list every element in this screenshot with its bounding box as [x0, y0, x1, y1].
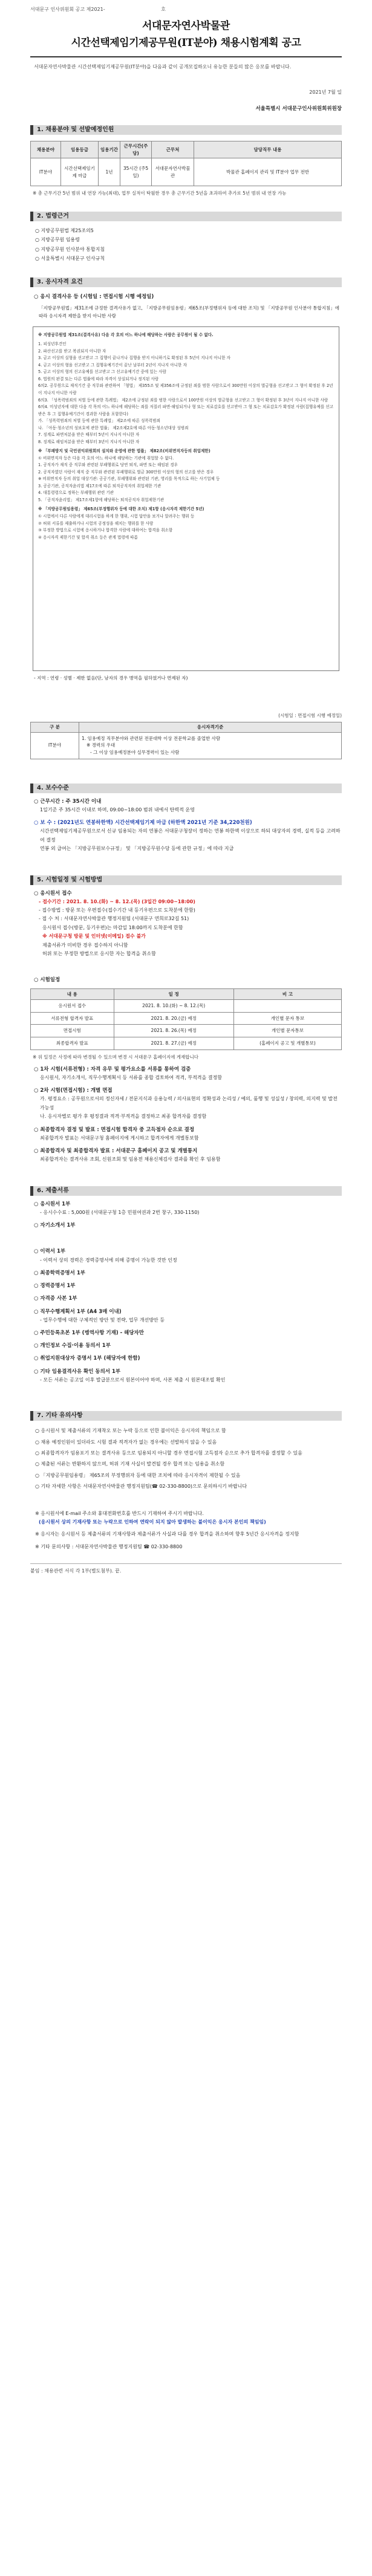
table-row [31, 732, 342, 759]
col-criteria: 응시자격기준 [79, 722, 342, 733]
contact-warning: (응시원서 상의 기재사항 또는 누락으로 인하여 연락이 되지 않아 발생하는 불이익은 응시자 본인의 책임임) [39, 1519, 266, 1525]
qualification-heading: ○ 응시 결격사유 등 (시험일 : 면접시험 시행 예정일) [34, 294, 154, 300]
table-row [31, 158, 342, 186]
cell-period: 1년 [99, 158, 120, 186]
notice-number-line [30, 6, 342, 15]
list-item: ○ 지방공무원 임용령 [35, 237, 80, 243]
qualification-extra: - 지역 : 연령 · 성별 · 제한 없음(단, 남자의 경우 병역을 필하였거나 면제된 자) [34, 675, 188, 681]
box-subtitle: ※ 「부패방지 및 국민권익위원회의 설치와 운영에 관한 법률」 제82조(비위면직자등의 취업제한) [38, 449, 210, 454]
cell-criteria [79, 732, 342, 759]
stage2-item: 가. 평정요소 : 공무원으로서의 정신자세 / 전문지식과 응용능력 / 의사표현의 정확성과 논리성 / 예의, 품행 및 성실성 / 창의력, 의지력 및 발전가능성 [40, 1096, 338, 1111]
stage2-item: 나. 응시자별로 평가 후 평정결과 적격·부적격을 결정하고 최종 합격자를 결정함 [40, 1114, 207, 1120]
qualification-text: 「지방공무원법」제31조에 규정한 결격사유가 없고, 「지방공무원임용령」제65조(부정행위자 등에 대한 조치) 및 「지방공무원 인사분야 통합지침」에 따라 응시자격 제한을 받지 아니한 사람 [39, 305, 340, 319]
announce-heading: ○ 최종합격자 및 최종합격자 발표 : 서대문구 홈페이지 공고 및 개별통지 [34, 1148, 198, 1155]
doc-veteran: ○ 취업지원대상자 증명서 1부 (해당자에 한함) [34, 1355, 140, 1362]
doc-consent-detail: - 모든 서류는 공고일 이후 발급분으로서 원본이어야 하며, 사본 제출 시 원본대조필 확인 [40, 1377, 226, 1383]
misc-item: ○ 「지방공무원임용령」 제65조의 부정행위자 등에 대한 조치에 따라 응시자격이 제한될 수 있음 [35, 1472, 241, 1478]
doc-resume-detail: - 이력서 상의 경력은 경력증명서에 의해 증명이 가능한 것만 인정 [40, 1257, 177, 1263]
salary: ○ 보 수 : (2021년도 연봉하한액) 시간선택제임기제 마급 (하한액 2021년 기준 34,220천원) [34, 820, 252, 826]
application-note: 응시원서 접수(방문, 등기우편)는 마감일 18:00까지 도착분에 한함 [42, 924, 183, 930]
cell-field: IT분야 [31, 158, 61, 186]
misc-item: ○ 최종합격자가 임용포기 또는 결격사유 등으로 임용되지 아니할 경우 면접시험 고득점자 순으로 추가 합격자를 결정할 수 있음 [35, 1450, 302, 1456]
box-line: ① 비위면직자 등은 다음 각 호의 어느 하나에 해당하는 기관에 취업할 수 없다. [38, 455, 174, 461]
cell-duties: 박물관 홈페이지 관리 및 IT분야 업무 전반 [194, 158, 342, 186]
box-line: 6의4. 미성년자에 대한 다음 각 목의 어느 하나에 해당하는 죄를 저질러 파면·해임되거나 형 또는 치료감호를 선고받아 그 형 또는 치료감호가 확정된 사람(집행유예를 선고받은 후 그 집행유예기간이 경과한 사람을 포함한다) [38, 404, 334, 417]
doc-resident: ○ 주민등록초본 1부 (병역사항 기재) - 해당자만 [34, 1330, 144, 1337]
inquiry-note: ※ 기타 문의사항 : 서대문자연사박물관 행정지원팀 ☎ 02-330-8800 [35, 1543, 183, 1549]
doc-consent: ○ 기타 임용결격사유 확인 동의서 1부 [34, 1368, 121, 1375]
intro-text: 서대문자연사박물관 시간선택제임기제공무원(IT분야)을 다음과 같이 공개모집하오니 유능한 분들의 많은 응모를 바랍니다. [34, 63, 292, 70]
work-hours: ○ 근무시간 : 주 35시간 이내 [34, 798, 102, 805]
misc-item: ○ 기타 자세한 사항은 서대문자연사박물관 행정지원팀(☎ 02-330-8800)으로 문의하시기 바랍니다 [35, 1484, 247, 1490]
cell-place: 서대문자연사박물관 [152, 158, 194, 186]
table-row: 최종합격자 발표 2021. 8. 27.(금) 예정 (홈페이지 공고 및 개별통보) [31, 1037, 342, 1050]
doc-fee: - 응시수수료 : 5,000원 (서대문구청 1층 민원여권과 2번 창구, 330-1150) [40, 1209, 200, 1215]
list-item: ○ 지방공무원 인사분야 통합지침 [35, 246, 105, 252]
box-line: 6. 법원의 판결 또는 다른 법률에 따라 자격이 상실되거나 정지된 사람 [38, 376, 159, 381]
col-place: 근무처 [152, 141, 194, 158]
table-row: 서류전형 합격자 발표 2021. 8. 20.(금) 예정 개인별 문자 통보 [31, 1012, 342, 1025]
doc-intro: ○ 자기소개서 1부 [34, 1222, 76, 1229]
col-field: 채용분야 [31, 141, 61, 158]
section-6-heading: 6. 제출서류 [30, 1186, 342, 1196]
doc-license: ○ 자격증 사본 1부 [34, 1296, 77, 1302]
box-subtitle: ※ 「지방공무원임용령」 제65조(부정행위자 등에 대한 조치) 제1항 (응시자격 제한기간 5년) [38, 507, 204, 512]
false-info-note: ※ 응시자는 응시원서 등 제출서류의 기재사항과 제출서류가 사실과 다를 경우 합격을 취소하며 향후 5년간 응시자격을 정지함 [35, 1531, 299, 1537]
box-line: ※ 비위면직자 등의 취업 대상기관: 공공기관, 부패행위와 관련된 기관, 영리를 목적으로 하는 사기업체 등 [38, 476, 220, 482]
box-line: ④ 응시자격 제한기간 및 합격 취소 등은 관계 법령에 따름 [38, 534, 138, 540]
section-4-heading: 4. 보수수준 [30, 784, 342, 793]
table-row: 면접시험 2021. 8. 26.(목) 예정 개인별 문자통보 [31, 1025, 342, 1037]
section-1-heading: 1. 채용분야 및 선발예정인원 [30, 125, 342, 135]
box-line: ③ 부정한 방법으로 시험에 응시하거나 합격한 사람에 대하여는 합격을 취소함 [38, 528, 173, 533]
misc-item: ○ 채용 예정인원이 있더라도 시험 결과 적격자가 없는 경우에는 선발하지 않을 수 있음 [35, 1439, 217, 1445]
box-line: 2. 공직자였던 사람이 재직 중 직무와 관련된 부패행위로 벌금 300만원 이상의 형의 선고를 받은 경우 [38, 469, 214, 475]
application-method: - 접수방법 : 방문 또는 우편접수(접수기간 내 등기우편으로 도착분에 한함) [39, 907, 195, 913]
misc-item: ○ 응시원서 및 제출서류의 기재착오 또는 누락 등으로 인한 불이익은 응시자의 책임으로 함 [35, 1428, 226, 1434]
box-line: 6의3. 「성폭력범죄의 처벌 등에 관한 특례법」 제2조에 규정된 죄를 범한 사람으로서 100만원 이상의 벌금형을 선고받고 그 형이 확정된 후 3년이 지나지 아니한 사람 [38, 397, 328, 403]
doc-resume: ○ 이력서 1부 [34, 1248, 66, 1255]
schedule-heading: ○ 시험일정 [34, 977, 60, 984]
box-line: 1. 공직자가 재직 중 직무와 관련된 부패행위로 당연 퇴직, 파면 또는 해임된 경우 [38, 462, 178, 468]
section-7-heading: 7. 기타 유의사항 [30, 1411, 342, 1421]
qualification-table [30, 722, 342, 759]
list-item: ○ 지방공무원법 제25조의5 [35, 228, 94, 234]
stage1-heading: ○ 1차 시험(서류전형) : 자격 유무 및 평가요소를 서류를 통하여 검증 [34, 1066, 191, 1072]
box-line: 3. 금고 이상의 실형을 선고받고 그 집행이 끝나거나 집행을 받지 아니하기로 확정된 후 5년이 지나지 아니한 자 [38, 355, 230, 361]
application-note: 허위 또는 부정한 방법으로 응시한 자는 합격을 취소함 [42, 951, 156, 957]
notice-number-suffix: 호 [161, 7, 166, 12]
box-line: 6의2. 공무원으로 재직기간 중 직무와 관련하여 「형법」 제355조 및 제356조에 규정된 죄를 범한 사람으로서 300만원 이상의 벌금형을 선고받고 그 형이 확정된 후 2년이 지나지 아니한 사람 [38, 383, 333, 395]
schedule-table [30, 988, 342, 1050]
disqualification-box [33, 326, 339, 671]
col-period: 임용기간 [99, 141, 120, 158]
notice-number: 서대문구 인사위원회 공고 제2021- [30, 7, 105, 12]
contact-note: ※ 응시원서에 E-mail 주소와 휴대전화번호를 반드시 기재하여 주시기 바랍니다. [35, 1510, 204, 1516]
criteria-line: ※ 경력의 우대 [86, 742, 116, 748]
salary-detail-2: 연봉 외 급여는 「지방공무원보수규정」 및 「지방공무원수당 등에 관한 규정」에 따라 지급 [40, 846, 234, 852]
box-line: 8. 징계로 해임처분을 받은 때부터 3년이 지나지 아니한 자 [38, 439, 140, 444]
stage1-detail: 응시원서, 자기소개서, 직무수행계획서 등 서류를 종합 검토하여 적격, 부적격을 결정함 [40, 1074, 222, 1080]
col-hours: 근무시간(주당) [120, 141, 152, 158]
cell-grade: 시간선택제임기제 마급 [61, 158, 99, 186]
box-line: 3. 공공기관, 공직자윤리법 제17조에 따른 퇴직공직자의 취업제한 기관 [38, 483, 162, 488]
doc-education: ○ 최종학력증명서 1부 [34, 1270, 85, 1277]
col-duties: 담당직무 내용 [194, 141, 342, 158]
col-remark: 비 고 [233, 988, 341, 1000]
box-line: 4. 금고 이상의 형을 선고받고 그 집행유예기간이 끝난 날부터 2년이 지나지 아니한 자 [38, 362, 187, 368]
misc-item: ○ 제출된 서류는 반환하지 않으며, 허위 기재 사실이 발견될 경우 합격 또는 임용을 취소함 [35, 1461, 225, 1467]
col-category: 구 분 [31, 722, 79, 733]
box-title: ※ 지방공무원법 제31조(결격사유) 다음 각 호의 어느 하나에 해당하는 사람은 공무원이 될 수 없다. [38, 332, 214, 337]
schedule-note: ※ 위 일정은 사정에 따라 변경될 수 있으며 변경 시 서대문구 홈페이지에 게재합니다 [33, 1054, 198, 1060]
notice-signer: 서울특별시 서대문구인사위원회위원장 [255, 105, 342, 112]
col-content: 내 용 [31, 988, 114, 1000]
section-3-heading: 3. 응시자격 요건 [30, 277, 342, 287]
criteria-line: - 그 이상 임용예정분야 실무경력이 있는 사람 [90, 749, 180, 755]
box-line: ② 허위 서류를 제출하거나 시험의 공정성을 해치는 행위를 한 사람 [38, 521, 154, 526]
title-line-1: 서대문자연사박물관 [142, 20, 230, 32]
box-line: 4. 대통령령으로 정하는 부패행위 관련 기관 [38, 490, 114, 496]
doc-plan-detail: - 업무수행에 대한 구체적인 방안 및 전략, 업무 개선방안 등 [40, 1317, 165, 1323]
box-line: 나. 「아동·청소년의 성보호에 관한 법률」 제2조제2호에 따른 아동·청소년대상 성범죄 [38, 425, 189, 430]
box-line: 5. 「공직자윤리법」 제17조제1항에 해당하는 퇴직공직자 취업제한기관 [38, 497, 165, 502]
application-note: ※ 서대문구청 방문 및 인터넷(이메일) 접수 불가 [42, 933, 146, 939]
table-row: 응시원서 접수 2021. 8. 10.(화) ~ 8. 12.(목) [31, 1000, 342, 1013]
attachment-footer: 붙임 : 채용관련 서식 각 1부(별도첨부). 끝. [30, 1563, 342, 1575]
doc-career: ○ 경력증명서 1부 [34, 1283, 76, 1290]
announce-detail: 최종합격자는 결격사유 조회, 신원조회 및 임용전 채용신체검사 결과를 확인 후 임용함 [40, 1157, 221, 1163]
criteria-line: 1. 임용예정 직무분야와 관련된 전문대학 이상 전문학교를 졸업한 사람 [82, 735, 221, 741]
box-line: 가. 「성폭력범죄의 처벌 등에 관한 특례법」 제2조에 따른 성폭력범죄 [38, 418, 160, 424]
law-list [30, 226, 342, 263]
application-note: 제출서류가 미비한 경우 접수하지 아니함 [42, 942, 128, 948]
recruit-table [30, 141, 342, 186]
box-line: 2. 파산선고를 받고 복권되지 아니한 자 [38, 348, 106, 354]
col-grade: 임용등급 [61, 141, 99, 158]
list-item: ○ 서울특별시 서대문구 인사규칙 [35, 255, 105, 261]
box-line: 5. 금고 이상의 형의 선고유예를 선고받고 그 선고유예기간 중에 있는 사람 [38, 369, 166, 375]
section-2-heading: 2. 법령근거 [30, 212, 342, 221]
table-note: ※ 총 근무기간 5년 범위 내 연장 가능(최대), 업무 실적이 탁월한 경우 총 근무기간 5년을 초과하여 추가로 5년 범위 내 연장 가능 [33, 190, 287, 196]
stage2-heading: ○ 2차 시험(면접시험) : 개별 면접 [34, 1088, 113, 1094]
box-line: 7. 징계로 파면처분을 받은 때부터 5년이 지나지 아니한 자 [38, 432, 140, 438]
box-line: ① 시험에서 다른 사람에게 대리시험을 하게 한 행위, 시험 답안을 보거나 알려주는 행위 등 [38, 514, 195, 519]
title-line-2: 시간선택제임기제공무원(IT분야) 채용시험계획 공고 [71, 37, 301, 50]
box-line: 1. 피성년후견인 [38, 342, 67, 347]
page-title [30, 18, 342, 51]
application-heading: ○ 응시원서 접수 [34, 890, 72, 897]
doc-plan: ○ 직무수행계획서 1부 (A4 3매 이내) [34, 1308, 122, 1315]
cell-category: IT분야 [31, 732, 79, 759]
doc-privacy: ○ 개인정보 수집·이용 동의서 1부 [34, 1343, 111, 1349]
section-5-heading: 5. 시험일정 및 시험방법 [30, 875, 342, 885]
salary-detail-1: 시간선택제임기제공무원으로서 신규 임용되는 자의 연봉은 서대문구청장이 정하는 연봉 하한액 이상으로 하되 대상자의 경력, 실적 등을 고려하여 결정 [40, 828, 341, 843]
application-period: - 접수기간 : 2021. 8. 10.(화) ~ 8. 12.(목) (3일간 09:00~18:00) [39, 898, 195, 904]
final-detail: 최종합격자 발표는 서대문구청 홈페이지에 게시하고 합격자에게 개별통보함 [40, 1135, 199, 1141]
col-date: 일 정 [114, 988, 233, 1000]
work-hours-detail: 1일기준 주 35시간 이내로 하며, 09:00~18:00 범위 내에서 탄력적 운영 [40, 806, 195, 813]
doc-application: ○ 응시원서 1부 [34, 1201, 71, 1207]
final-heading: ○ 최종합격자 결정 및 발표 : 면접시험 합격자 중 고득점자 순으로 결정 [34, 1126, 195, 1133]
notice-date: 2021년 7월 일 [309, 89, 342, 96]
title-divider [30, 56, 342, 57]
application-place: - 접 수 처 : 서대문자연사박물관 행정지원팀 (서대문구 연희로32길 51) [39, 916, 189, 922]
cell-hours: 35시간 (주5일) [120, 158, 152, 186]
table2-caption: (시험일 : 면접시험 시행 예정일) [278, 713, 342, 719]
